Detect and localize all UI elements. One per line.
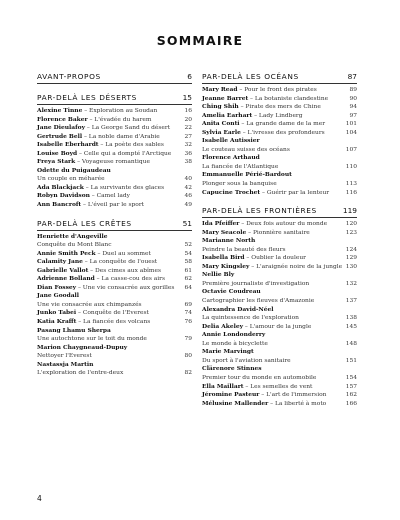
entry-text (202, 400, 326, 409)
entry-page-number: 137 (345, 298, 357, 305)
toc-entry[interactable] (37, 116, 192, 125)
toc-entry[interactable] (37, 150, 192, 159)
entry-text (37, 369, 123, 378)
entry-page-number: 138 (345, 315, 357, 322)
entry-subtitle: Le couteau suisse des océans (202, 146, 290, 153)
entry-page-number: 79 (184, 336, 192, 343)
toc-entry[interactable] (37, 133, 192, 142)
entry-subtitle: – La casse-cou des airs (94, 276, 165, 283)
toc-entry[interactable] (202, 280, 357, 289)
toc-entry[interactable] (37, 158, 192, 167)
entry-subtitle: La fiancée de l'Atlantique (202, 163, 279, 170)
entry-page-number: 154 (345, 374, 357, 381)
entry-text (202, 137, 260, 146)
section-divider (37, 230, 192, 231)
toc-entry[interactable] (202, 129, 357, 138)
entry-text (37, 233, 107, 242)
toc-entry[interactable] (37, 124, 192, 133)
toc-entry[interactable] (202, 112, 357, 121)
entry-page-number: 36 (184, 150, 192, 157)
explorer-name: Junko Tabei (37, 309, 77, 317)
entry-text (202, 129, 325, 138)
entry-subtitle: – Voyageuse romantique (75, 159, 150, 166)
entry-text (202, 263, 342, 272)
toc-entry[interactable] (202, 95, 357, 104)
toc-entry[interactable] (37, 267, 192, 276)
section-page-number: 15 (182, 93, 192, 102)
toc-entry[interactable] (202, 254, 357, 263)
entry-text (37, 175, 105, 184)
toc-section-header (202, 72, 357, 82)
entry-subtitle: L'exploration de l'entre-deux (37, 370, 124, 377)
explorer-name: Nastassja Martin (37, 360, 94, 368)
toc-entry[interactable] (202, 365, 357, 374)
entry-subtitle: – La survivante des glaces (83, 184, 165, 191)
entry-text (37, 124, 170, 133)
entry-page-number: 64 (184, 284, 192, 291)
entry-text (37, 201, 144, 210)
toc-section-header (37, 219, 192, 229)
entry-page-number: 42 (184, 184, 192, 191)
toc-entry[interactable] (37, 175, 192, 184)
entry-page-number: 145 (345, 323, 357, 330)
entry-subtitle: – La noble dame d'Arabie (82, 133, 160, 140)
section-page-number: 6 (187, 72, 192, 81)
explorer-name: Ida Pfeiffer (202, 220, 240, 228)
explorer-name: Isabella Bird (202, 254, 245, 262)
entry-subtitle: – L'évadée du harem (87, 116, 152, 123)
entry-subtitle: – Celle qui a dompté l'Arctique (77, 150, 172, 157)
toc-entry[interactable] (202, 120, 357, 129)
entry-subtitle: – Pirate des mers de Chine (238, 104, 321, 111)
explorer-name: Jéromine Pasteur (202, 391, 260, 399)
section-title: AVANT-PROPOS (37, 72, 101, 81)
toc-entry[interactable] (37, 352, 192, 361)
entry-page-number: 61 (184, 267, 192, 274)
toc-column-left (37, 72, 192, 378)
explorer-name: Jane Goodall (37, 292, 79, 300)
explorer-name: Jeanne Barret (202, 94, 249, 102)
entry-text (202, 189, 329, 198)
toc-entry[interactable] (202, 154, 357, 163)
entry-subtitle: – La grande dame de la mer (239, 121, 326, 128)
section-divider (37, 83, 192, 84)
entry-text (202, 146, 290, 155)
explorer-name: Alexandra David-Néel (202, 305, 274, 313)
explorer-name: Mélusine Mallender (202, 399, 269, 407)
entry-page-number: 110 (345, 163, 357, 170)
toc-entry[interactable] (202, 383, 357, 392)
explorer-name: Katia Krafft (37, 318, 77, 326)
entry-page-number: 97 (349, 112, 357, 119)
explorer-name: Louise Boyd (37, 149, 78, 157)
entry-text (202, 357, 291, 366)
toc-entry[interactable] (202, 229, 357, 238)
explorer-name: Anita Conti (202, 120, 240, 128)
entry-text (37, 250, 151, 259)
explorer-name: Ada Blackjack (37, 183, 84, 191)
toc-entry[interactable] (37, 141, 192, 150)
explorer-name: Isabelle Eberhardt (37, 141, 99, 149)
entry-page-number: 80 (184, 353, 192, 360)
explorer-name: Marie Marvingt (202, 348, 254, 356)
entry-page-number: 52 (184, 242, 192, 249)
entry-subtitle: – L'éveil par le sport (81, 202, 145, 209)
toc-entry[interactable] (37, 301, 192, 310)
explorer-name: Dian Fossey (37, 283, 77, 291)
entry-text (202, 171, 292, 180)
entry-text (37, 258, 157, 267)
toc-entry[interactable] (202, 348, 357, 357)
toc-entry[interactable] (202, 86, 357, 95)
entry-page-number: 40 (184, 176, 192, 183)
entry-subtitle: – La liberté à moto (268, 400, 327, 407)
explorer-name: Alexine Tinne (37, 107, 83, 114)
entry-page-number: 27 (184, 133, 192, 140)
entry-subtitle: – Camel lady (89, 193, 130, 200)
entry-page-number: 162 (345, 392, 357, 399)
explorer-name: Ann Bancroft (37, 201, 82, 209)
entry-text (202, 163, 278, 172)
toc-entry[interactable] (202, 163, 357, 172)
entry-page-number: 74 (184, 310, 192, 317)
entry-page-number: 54 (184, 250, 192, 257)
section-title: PAR-DELÀ LES CRÊTES (37, 218, 132, 228)
entry-text (37, 318, 150, 327)
explorer-name: Calamity Jane (37, 258, 83, 266)
entry-subtitle: – La botaniste clandestine (248, 95, 329, 102)
entry-subtitle: – L'araignée noire de la jungle (249, 263, 343, 270)
toc-entry[interactable] (202, 220, 357, 229)
entry-subtitle: Cartographier les fleuves d'Amazonie (202, 298, 315, 305)
section-divider (202, 217, 357, 218)
entry-page-number: 120 (345, 221, 357, 228)
entry-page-number: 148 (345, 340, 357, 347)
entry-text (37, 275, 165, 284)
page-title: SOMMAIRE (156, 33, 244, 48)
entry-subtitle: Plonger sous la banquise (202, 181, 277, 188)
toc-entry[interactable] (202, 288, 357, 297)
entry-page-number: 22 (184, 125, 192, 132)
entry-page-number: 62 (184, 276, 192, 283)
toc-entry[interactable] (37, 361, 192, 370)
explorer-name: Pasang Lhamu Sherpa (37, 326, 111, 334)
toc-entry[interactable] (202, 137, 357, 146)
entry-subtitle: – La George Sand du désert (85, 125, 171, 132)
entry-text (202, 246, 286, 255)
entry-subtitle: – Une vie consacrée aux gorilles (76, 284, 175, 291)
toc-entry[interactable] (37, 309, 192, 318)
entry-text (202, 112, 303, 121)
entry-text (202, 365, 262, 374)
toc-entry[interactable] (37, 258, 192, 267)
entry-text (202, 120, 325, 129)
toc-entry[interactable] (202, 237, 357, 246)
toc-entry[interactable] (37, 250, 192, 259)
entry-subtitle: – Exploration au Soudan (82, 108, 158, 114)
toc-entry[interactable] (202, 340, 357, 349)
toc-entry[interactable] (37, 344, 192, 353)
explorer-name: Robyn Davidson (37, 192, 90, 200)
entry-text (37, 133, 160, 142)
entry-text (37, 192, 130, 201)
entry-text (37, 167, 111, 176)
entry-subtitle: La quintessence de l'exploration (202, 315, 299, 322)
toc-section-header (37, 72, 192, 82)
toc-entry[interactable] (202, 103, 357, 112)
entry-text (37, 141, 164, 150)
entry-page-number: 101 (345, 121, 357, 128)
toc-entry[interactable] (202, 171, 357, 180)
entry-text (202, 237, 255, 246)
explorer-name: Florence Arthaud (202, 154, 260, 162)
explorer-name: Gabrielle Vallot (37, 266, 89, 274)
toc-entry[interactable] (37, 107, 192, 116)
explorer-name: Sylvia Earle (202, 128, 241, 136)
entry-page-number: 16 (184, 108, 192, 114)
entry-subtitle: – Pour le front des pirates (237, 87, 317, 93)
toc-entry[interactable] (37, 369, 192, 378)
section-page-number: 87 (347, 72, 357, 81)
toc-entry[interactable] (202, 323, 357, 332)
entry-page-number: 104 (345, 129, 357, 136)
explorer-name: Capucine Trochet (202, 188, 261, 196)
explorer-name: Freya Stark (37, 158, 76, 166)
explorer-name: Isabelle Autissier (202, 137, 260, 145)
entry-page-number: 107 (345, 146, 357, 153)
entry-subtitle: – L'ivresse des profondeurs (240, 129, 325, 136)
entry-text (202, 180, 277, 189)
toc-entry[interactable] (37, 233, 192, 242)
entry-text (202, 271, 234, 280)
toc-entry[interactable] (202, 357, 357, 366)
entry-text (37, 107, 157, 116)
explorer-name: Amelia Earhart (202, 111, 253, 119)
entry-page-number: 76 (184, 319, 192, 326)
entry-subtitle: – La conquête de l'ouest (82, 259, 158, 266)
entry-page-number: 89 (349, 87, 357, 93)
entry-subtitle: Première journaliste d'investigation (202, 280, 310, 287)
toc-entry[interactable] (202, 331, 357, 340)
entry-text (37, 150, 171, 159)
explorer-name: Adrienne Bolland (37, 275, 95, 283)
entry-subtitle: Un couple en méharée (37, 176, 105, 183)
entry-subtitle: – Pionnière sanitaire (246, 229, 310, 236)
entry-page-number: 82 (184, 370, 192, 377)
entry-page-number: 113 (345, 181, 357, 188)
entry-text (37, 184, 164, 193)
toc-entry[interactable] (202, 271, 357, 280)
entry-text (37, 309, 149, 318)
entry-page-number: 130 (345, 263, 357, 270)
entry-subtitle: – Conquête de l'Everest (76, 310, 149, 317)
entry-subtitle: – Des cimes aux abîmes (88, 267, 162, 274)
explorer-name: Gertrude Bell (37, 132, 83, 140)
entry-subtitle: Conquête du Mont Blanc (37, 242, 112, 249)
entry-text (202, 314, 299, 323)
explorer-name: Annie Smith Peck (37, 249, 96, 257)
toc-section-header (202, 206, 357, 216)
entry-page-number: 90 (349, 95, 357, 102)
toc-column-right (202, 72, 357, 408)
entry-text (202, 391, 326, 400)
explorer-name: Mary Seacole (202, 228, 247, 236)
toc-entry[interactable] (202, 314, 357, 323)
toc-entry[interactable] (37, 335, 192, 344)
entry-subtitle: Une autochtone sur le toit du monde (37, 336, 147, 343)
toc-entry[interactable] (37, 318, 192, 327)
toc-entry[interactable] (37, 275, 192, 284)
toc-entry[interactable] (37, 192, 192, 201)
toc-entry[interactable] (37, 284, 192, 293)
entry-page-number: 166 (345, 400, 357, 407)
entry-text (202, 306, 274, 315)
entry-page-number: 123 (345, 229, 357, 236)
entry-page-number: 157 (345, 383, 357, 390)
entry-text (202, 348, 254, 357)
toc-entry[interactable] (202, 246, 357, 255)
entry-page-number: 132 (345, 280, 357, 287)
entry-page-number: 20 (184, 116, 192, 123)
entry-page-number: 151 (345, 357, 357, 364)
entry-text (202, 95, 328, 104)
toc-entry[interactable] (37, 167, 192, 176)
section-title: PAR-DELÀ LES OCÉANS (202, 72, 299, 81)
entry-subtitle: – Guérir par la lenteur (260, 189, 330, 196)
entry-page-number: 32 (184, 142, 192, 149)
toc-entry[interactable] (37, 241, 192, 250)
entry-text (202, 288, 261, 297)
entry-subtitle: – Duel au sommet (95, 250, 151, 257)
section-title: PAR-DELÀ LES DÉSERTS (37, 93, 137, 102)
entry-text (37, 292, 79, 301)
entry-text (37, 301, 142, 310)
entry-subtitle: – La poète des sables (98, 142, 164, 149)
entry-subtitle: Peindre la beauté des fleurs (202, 246, 286, 253)
entry-page-number: 69 (184, 301, 192, 308)
entry-text (202, 220, 327, 229)
section-page-number: 51 (182, 218, 192, 228)
entry-text (202, 323, 311, 332)
entry-text (202, 229, 310, 238)
entry-subtitle: Premier tour du monde en automobile (202, 374, 317, 381)
entry-page-number: 94 (349, 104, 357, 111)
entry-text (202, 86, 317, 95)
entry-text (37, 241, 112, 250)
entry-subtitle: Le monde à bicyclette (202, 340, 268, 347)
entry-text (37, 327, 111, 336)
explorer-name: Emmanuelle Périé-Bardout (202, 171, 292, 179)
entry-page-number: 124 (345, 246, 357, 253)
toc-entry[interactable] (37, 201, 192, 210)
section-divider (37, 104, 192, 105)
toc-entry[interactable] (37, 327, 192, 336)
entry-text (202, 383, 312, 392)
section-page-number: 119 (342, 206, 357, 216)
explorer-name: Delia Akeley (202, 322, 244, 330)
toc-entry[interactable] (37, 292, 192, 301)
explorer-name: Octavie Coudreau (202, 288, 261, 296)
entry-text (202, 331, 265, 340)
toc-entry[interactable] (202, 374, 357, 383)
section-divider (202, 83, 357, 84)
page-number: 4 (37, 494, 42, 503)
toc-entry[interactable] (202, 180, 357, 189)
entry-page-number: 49 (184, 202, 192, 209)
toc-entry[interactable] (202, 189, 357, 198)
explorer-name: Mary Kingsley (202, 262, 250, 270)
explorer-name: Odette du Puigaudeau (37, 166, 111, 174)
entry-text (202, 340, 268, 349)
entry-subtitle: Du sport à l'aviation sanitaire (202, 357, 291, 364)
entry-subtitle: – Oublier la douleur (244, 255, 306, 262)
section-title: PAR-DELÀ LES FRONTIÈRES (202, 206, 317, 216)
entry-subtitle: – Lady Lindberg (252, 112, 303, 119)
toc-entry[interactable] (202, 306, 357, 315)
entry-page-number: 129 (345, 255, 357, 262)
entry-text (202, 297, 314, 306)
entry-text (37, 361, 93, 370)
entry-subtitle: – Deux fois autour du monde (239, 221, 328, 228)
toc-entry[interactable] (202, 146, 357, 155)
entry-text (37, 284, 174, 293)
toc-entry[interactable] (202, 297, 357, 306)
explorer-name: Nellie Bly (202, 271, 235, 279)
entry-text (37, 116, 151, 125)
toc-entry[interactable] (202, 391, 357, 400)
entry-text (37, 158, 150, 167)
explorer-name: Ella Maillart (202, 382, 244, 390)
explorer-name: Marianne North (202, 237, 256, 245)
entry-text (202, 280, 309, 289)
entry-page-number: 116 (345, 189, 357, 196)
entry-text (202, 154, 260, 163)
entry-subtitle: – Les semelles de vent (243, 383, 313, 390)
explorer-name: Annie Londonderry (202, 331, 266, 339)
explorer-name: Jane Dieulafoy (37, 124, 86, 132)
toc-section-header (37, 93, 192, 103)
entry-text (202, 103, 321, 112)
entry-subtitle: – L'art de l'immersion (259, 392, 327, 399)
entry-page-number: 58 (184, 259, 192, 266)
entry-text (37, 335, 147, 344)
explorer-name: Florence Baker (37, 115, 88, 123)
entry-text (37, 352, 92, 361)
entry-subtitle: Une vie consacrée aux chimpanzés (37, 301, 142, 308)
explorer-name: Clärenore Stinnes (202, 365, 262, 373)
entry-page-number: 38 (184, 159, 192, 166)
entry-subtitle: Nettoyer l'Everest (37, 353, 92, 360)
entry-text (37, 267, 161, 276)
explorer-name: Ching Shih (202, 103, 239, 111)
entry-text (202, 254, 306, 263)
toc-entry[interactable] (202, 400, 357, 409)
toc-entry[interactable] (37, 184, 192, 193)
entry-text (37, 344, 127, 353)
explorer-name: Marion Chaygneaud-Dupuy (37, 343, 128, 351)
explorer-name: Mary Read (202, 86, 238, 93)
entry-text (202, 374, 316, 383)
toc-entry[interactable] (202, 263, 357, 272)
entry-page-number: 46 (184, 193, 192, 200)
explorer-name: Henriette d'Angeville (37, 232, 108, 240)
entry-subtitle: – L'amour de la jungle (243, 323, 312, 330)
entry-subtitle: – La fiancée des volcans (76, 319, 151, 326)
